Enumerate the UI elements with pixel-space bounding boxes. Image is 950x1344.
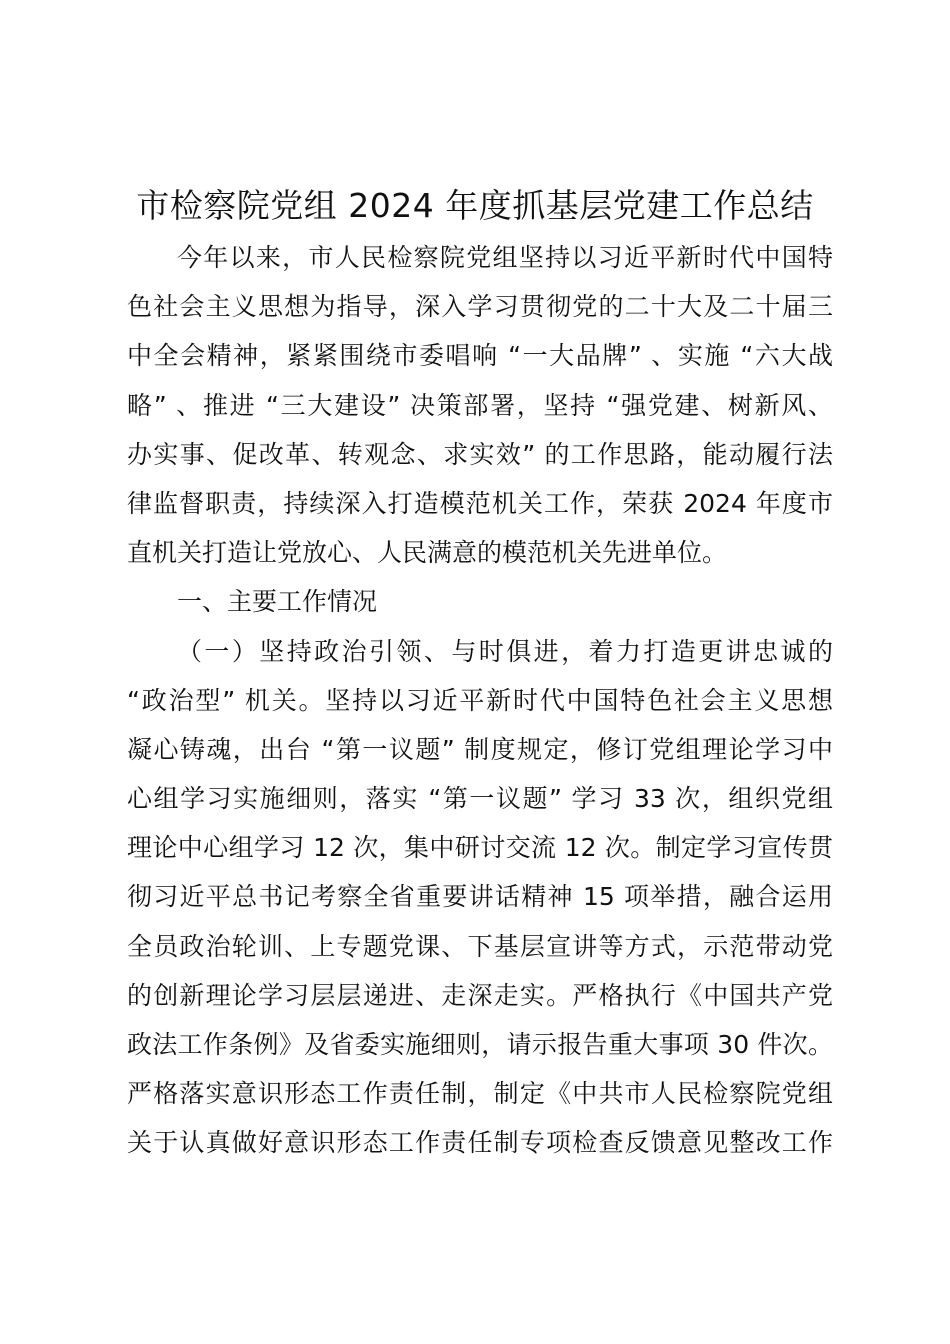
paragraph-2-line-5: 理论中心组学习 12 次，集中研讨交流 12 次。制定学习宣传贯 — [127, 833, 833, 863]
paragraph-2-line-4: 心组学习实施细则，落实 “第一议题” 学习 33 次，组织党组 — [127, 784, 833, 814]
paragraph-2-line-9: 政法工作条例》及省委实施细则，请示报告重大事项 30 件次。 — [127, 1030, 833, 1059]
paragraph-2-line-11: 关于认真做好意识形态工作责任制专项检查反馈意见整改工作 — [127, 1128, 833, 1158]
paragraph-1-line-4: 略” 、推进 “三大建设” 决策部署，坚持 “强党建、树新风、 — [127, 390, 833, 420]
paragraph-2-line-3: 凝心铸魂，出台 “第一议题” 制度规定，修订党组理论学习中 — [127, 734, 833, 764]
paragraph-2-line-6: 彻习近平总书记考察全省重要讲话精神 15 项举措，融合运用 — [127, 882, 833, 912]
paragraph-2-line-7: 全员政治轮训、上专题党课、下基层宣讲等方式，示范带动党 — [127, 931, 833, 961]
document-body — [127, 233, 833, 1168]
paragraph-1-line-7: 直机关打造让党放心、人民满意的模范机关先进单位。 — [127, 538, 728, 568]
paragraph-2-line-10: 严格落实意识形态工作责任制，制定《中共市人民检察院党组 — [127, 1079, 833, 1109]
paragraph-1-line-2: 色社会主义思想为指导，深入学习贯彻党的二十大及二十届三 — [127, 292, 833, 322]
paragraph-2-line-2: “政治型” 机关。坚持以习近平新时代中国特色社会主义思想 — [127, 685, 833, 715]
paragraph-2-line-8: 的创新理论学习层层递进、走深走实。严格执行《中国共产党 — [127, 980, 833, 1010]
paragraph-2-line-1: （一）坚持政治引领、与时俱进，着力打造更讲忠诚的 — [177, 636, 833, 666]
section-heading: 一、主要工作情况 — [177, 587, 378, 617]
document-title: 市检察院党组 2024 年度抓基层党建工作总结 — [136, 186, 814, 225]
paragraph-1-line-3: 中全会精神，紧紧围绕市委唱响 “一大品牌” 、实施 “六大战 — [127, 341, 833, 371]
paragraph-1-line-1: 今年以来，市人民检察院党组坚持以习近平新时代中国特 — [177, 243, 833, 272]
paragraph-1-line-5: 办实事、促改革、转观念、求实效” 的工作思路，能动履行法 — [127, 439, 833, 469]
paragraph-1-line-6: 律监督职责，持续深入打造模范机关工作，荣获 2024 年度市 — [127, 488, 833, 518]
